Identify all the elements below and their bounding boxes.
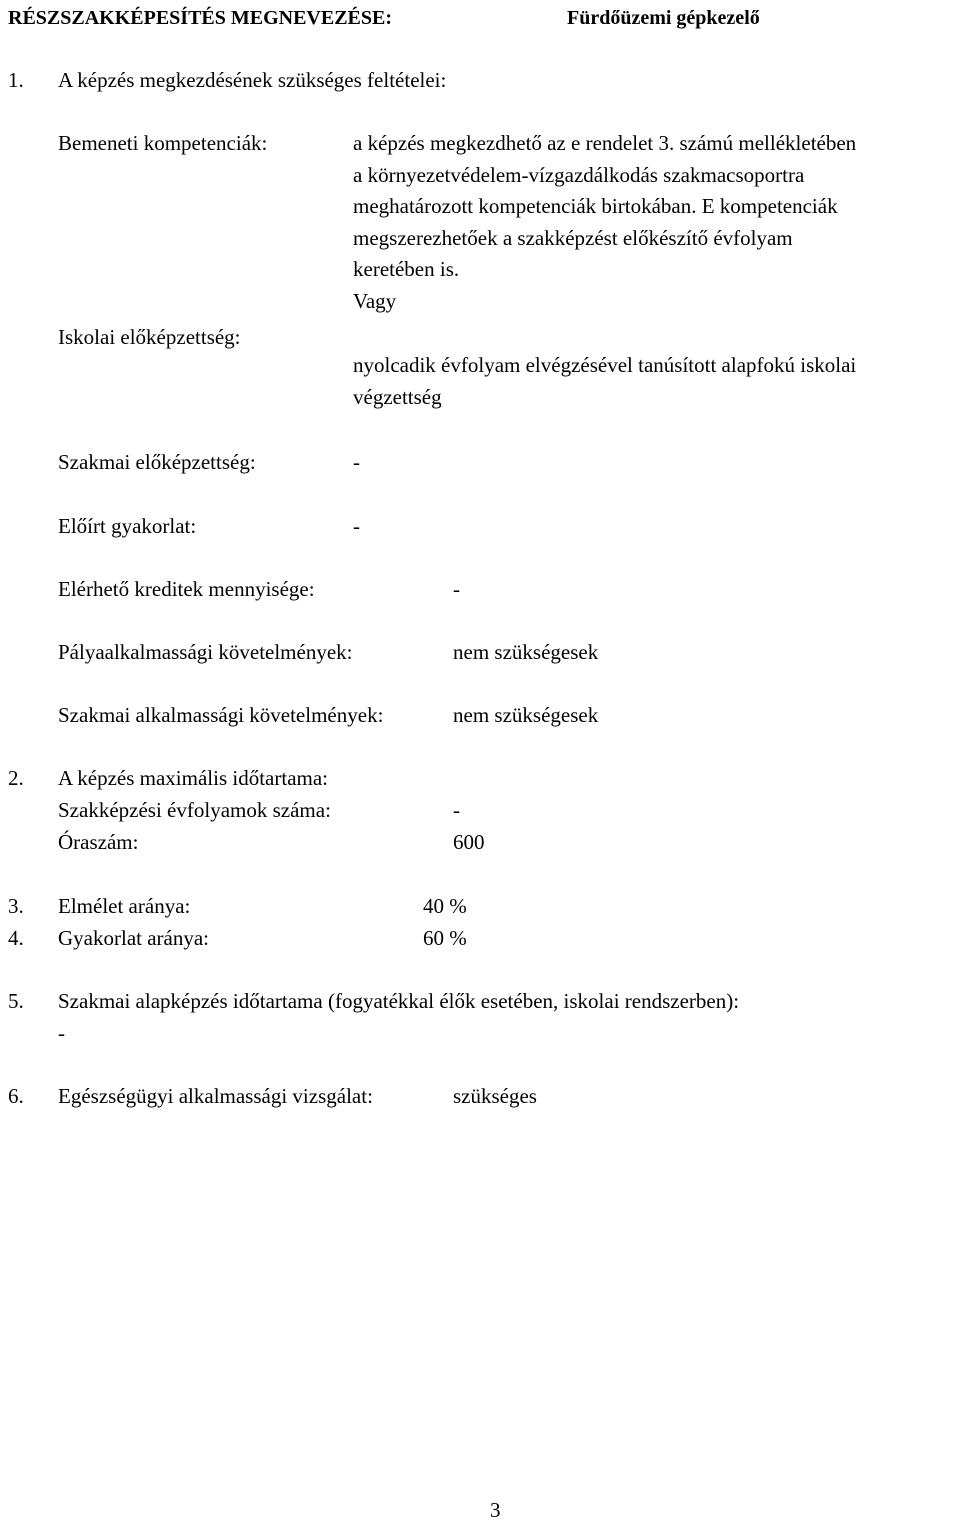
training-years-label: Szakképzési évfolyamok száma: xyxy=(58,798,331,822)
school-prerequisite-line: nyolcadik évfolyam elvégzésével tanúsított alapfokú iskolai xyxy=(353,353,857,377)
basic-training-duration-value: - xyxy=(58,1021,65,1045)
entry-competencies-label: Bemeneti kompetenciák: xyxy=(58,131,268,155)
practice-ratio-label: Gyakorlat aránya: xyxy=(58,926,210,950)
entry-competencies-line: keretében is. xyxy=(353,257,460,281)
section-1-number: 1. xyxy=(8,68,24,92)
health-exam-label: Egészségügyi alkalmassági vizsgálat: xyxy=(58,1084,373,1108)
career-aptitude-label: Pályaalkalmassági követelmények: xyxy=(58,640,353,664)
entry-competencies-line: a környezetvédelem-vízgazdálkodás szakmacsoportra xyxy=(353,162,805,187)
entry-competencies-line: a képzés megkezdhető az e rendelet 3. számú mellékletében xyxy=(353,131,857,155)
section-2-number: 2. xyxy=(8,766,24,790)
section-4-number: 4. xyxy=(8,926,24,950)
basic-training-duration-label: Szakmai alapképzés időtartama (fogyatékkal élők esetében, iskolai rendszerben): xyxy=(58,989,740,1013)
practice-ratio-value: 60 % xyxy=(423,926,467,950)
entry-competencies-line: meghatározott kompetenciák birtokában. E kompetenciák xyxy=(353,194,838,218)
page-number: 3 xyxy=(490,1498,501,1522)
required-practice-value: - xyxy=(353,514,360,538)
section-3-number: 3. xyxy=(8,894,24,918)
health-exam-value: szükséges xyxy=(453,1084,537,1108)
school-prerequisite-label: Iskolai előképzettség: xyxy=(58,325,241,349)
career-aptitude-value: nem szükségesek xyxy=(453,640,599,664)
credits-label: Elérhető kreditek mennyisége: xyxy=(58,577,315,601)
professional-aptitude-value: nem szükségesek xyxy=(453,703,599,727)
theory-ratio-label: Elmélet aránya: xyxy=(58,894,191,918)
qualification-label: RÉSZSZAKKÉPESÍTÉS MEGNEVEZÉSE: xyxy=(8,7,393,29)
entry-competencies-or: Vagy xyxy=(353,288,397,313)
school-prerequisite-line: végzettség xyxy=(353,384,442,409)
hours-label: Óraszám: xyxy=(58,830,139,854)
section-5-number: 5. xyxy=(8,989,24,1013)
entry-competencies-line: megszerezhetőek a szakképzést előkészítő évfolyam xyxy=(353,225,793,250)
school-prerequisite-text xyxy=(353,350,856,413)
section-2-title: A képzés maximális időtartama: xyxy=(58,766,329,790)
entry-competencies-text xyxy=(353,128,856,317)
training-years-value: - xyxy=(453,798,460,822)
section-6-number: 6. xyxy=(8,1084,24,1108)
section-1-title: A képzés megkezdésének szükséges feltételei: xyxy=(58,68,447,92)
theory-ratio-value: 40 % xyxy=(423,894,467,918)
required-practice-label: Előírt gyakorlat: xyxy=(58,514,197,538)
qualification-name: Fürdőüzemi gépkezelő xyxy=(567,7,760,29)
professional-prerequisite-value: - xyxy=(353,450,360,474)
professional-prerequisite-label: Szakmai előképzettség: xyxy=(58,450,256,474)
professional-aptitude-label: Szakmai alkalmassági követelmények: xyxy=(58,703,384,727)
hours-value: 600 xyxy=(453,830,485,854)
credits-value: - xyxy=(453,577,460,601)
